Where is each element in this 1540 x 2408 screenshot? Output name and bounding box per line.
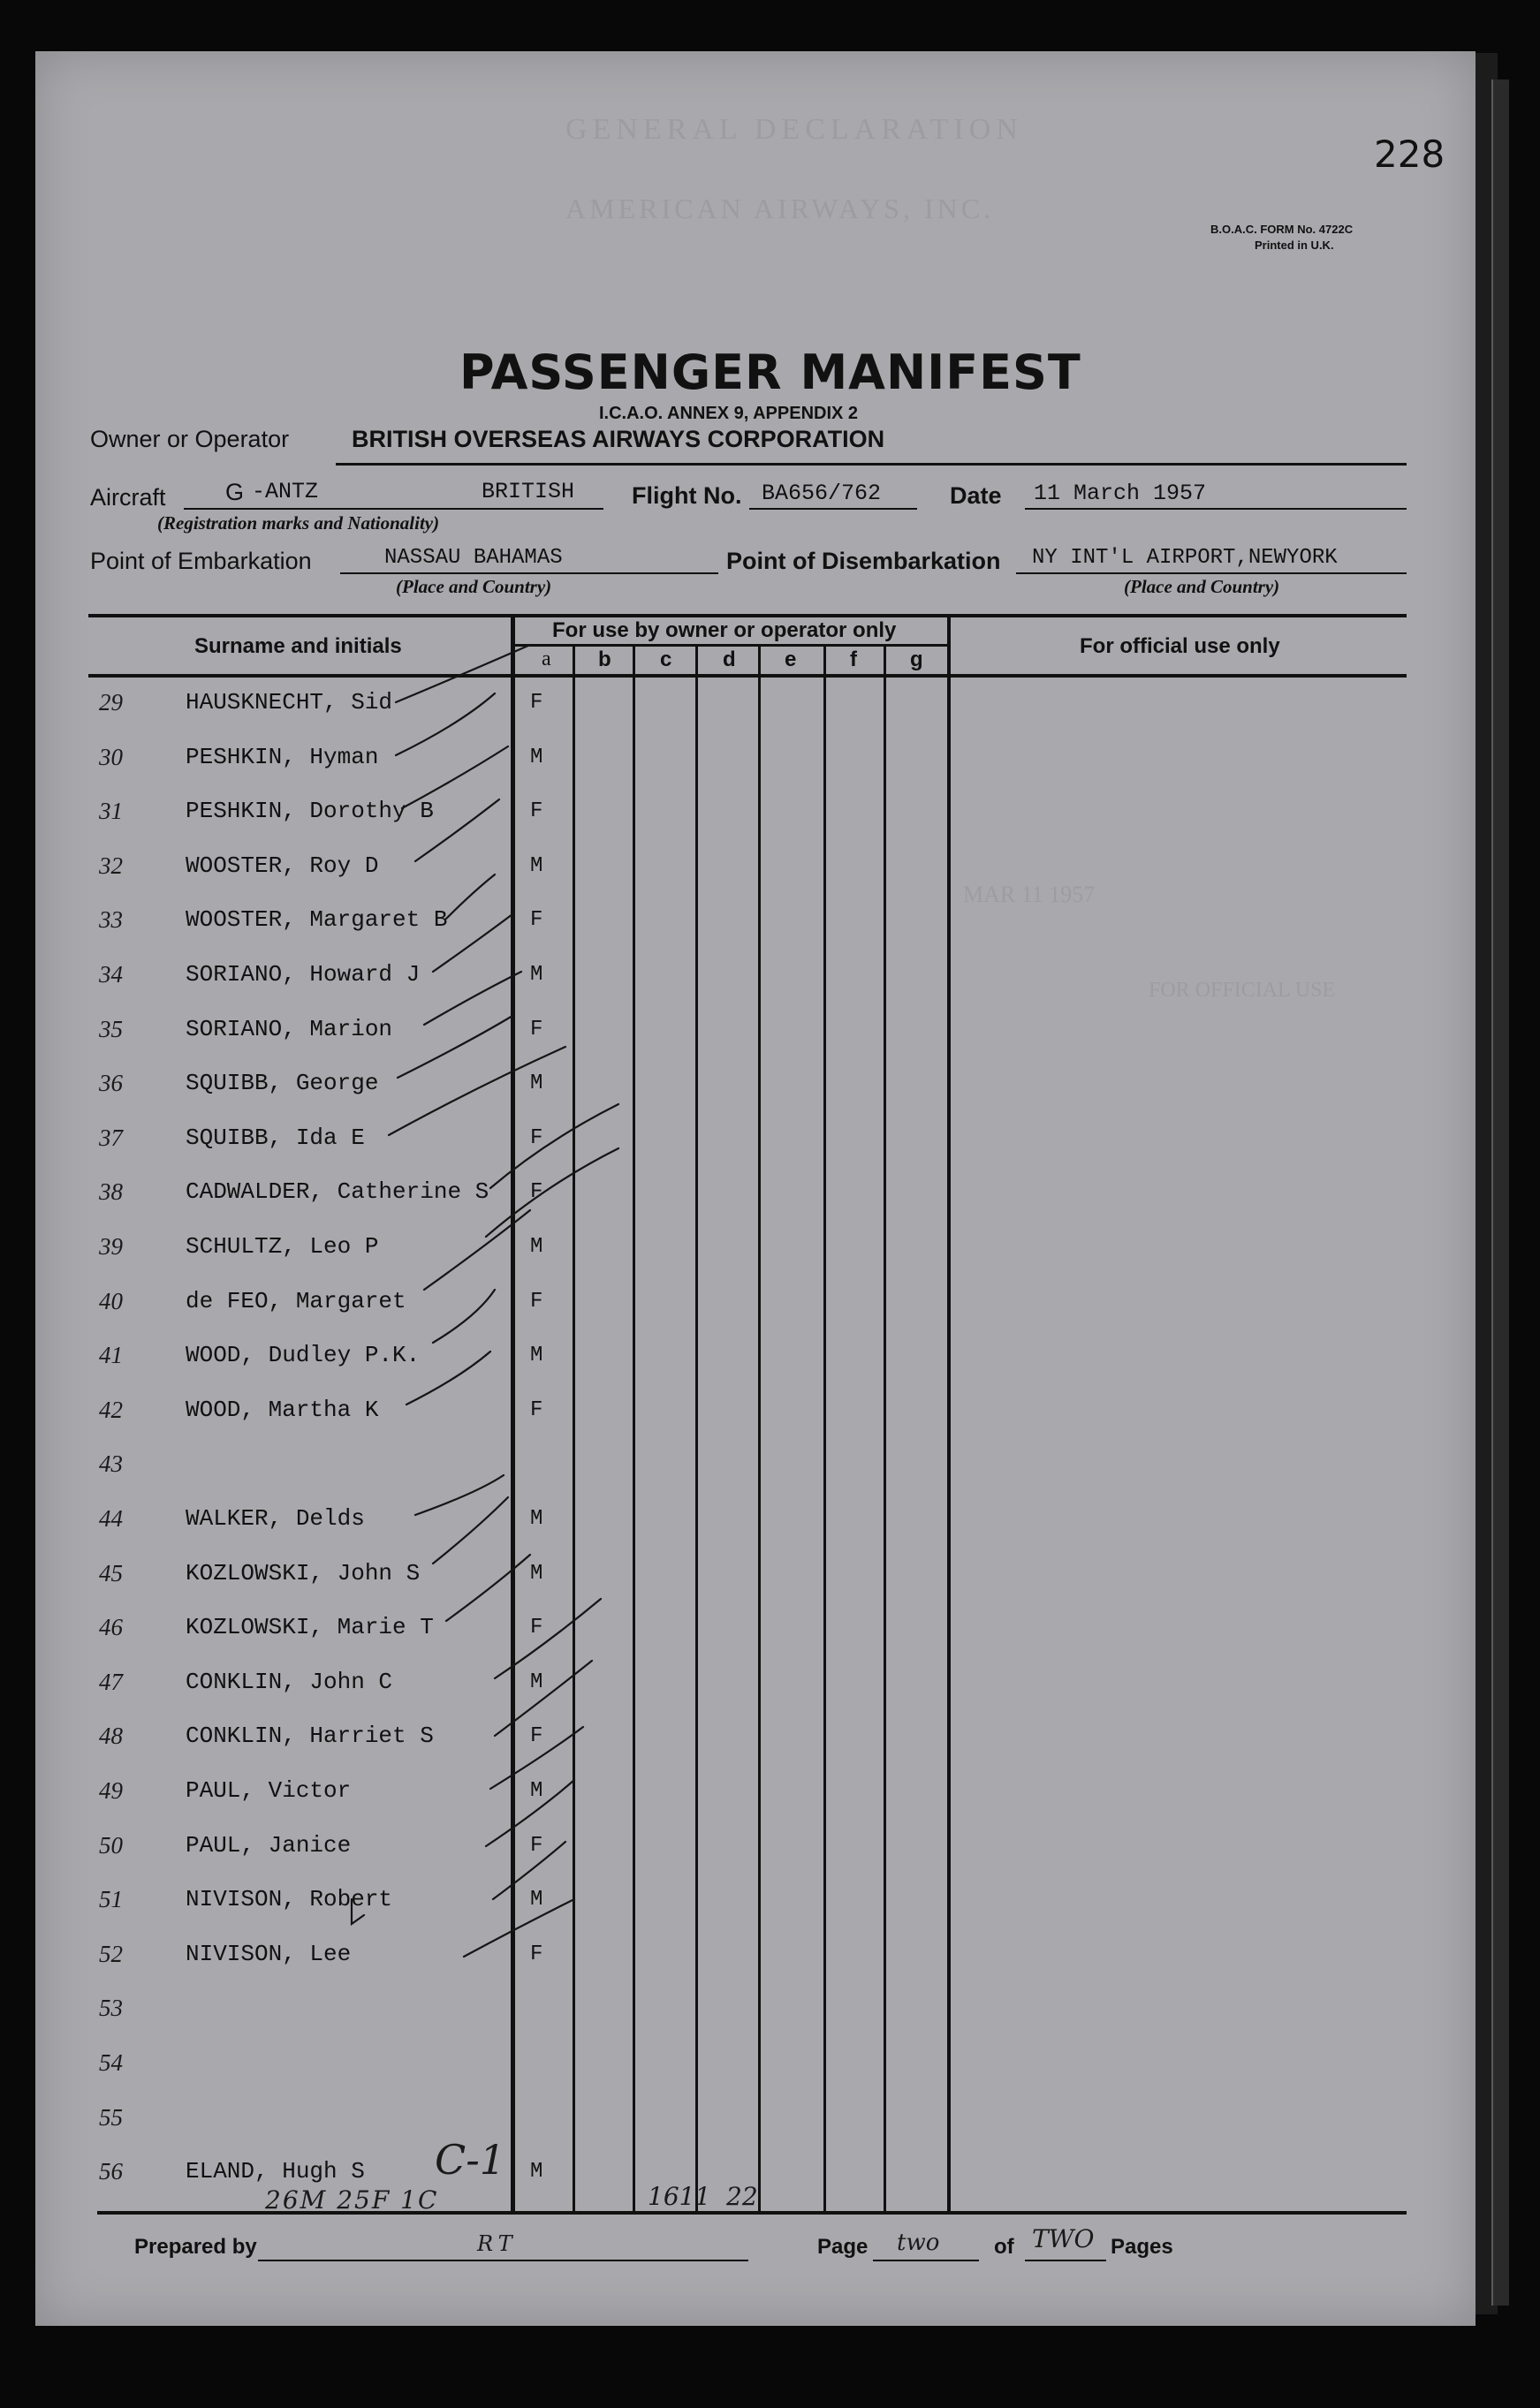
- row-number: 49: [99, 1777, 123, 1804]
- passenger-sex: F: [530, 1616, 543, 1639]
- row-number: 46: [99, 1614, 123, 1640]
- page-number: 228: [1374, 133, 1445, 176]
- of-underline: [1025, 2260, 1106, 2261]
- passenger-sex: F: [530, 1180, 543, 1204]
- row-number: 51: [99, 1886, 123, 1912]
- of-value: TWO: [1032, 2224, 1095, 2253]
- passenger-sex: M: [530, 2160, 543, 2184]
- passenger-name: CADWALDER, Catherine S: [186, 1178, 489, 1205]
- prepared-by-initials: RT: [477, 2231, 518, 2256]
- row-number: 43: [99, 1450, 123, 1477]
- bleed-through-text: GENERAL DECLARATION: [565, 113, 1023, 146]
- passenger-sex: F: [530, 1834, 543, 1858]
- row-number: 55: [99, 2104, 123, 2131]
- row-number: 41: [99, 1342, 123, 1368]
- passenger-name: NIVISON, Robert: [186, 1886, 393, 1912]
- passenger-sex: F: [530, 1018, 543, 1041]
- prepared-by-underline: [258, 2260, 748, 2261]
- row-number: 37: [99, 1124, 123, 1151]
- bleed-through-text: MAR 11 1957: [963, 882, 1096, 907]
- page-title: PASSENGER MANIFEST: [459, 345, 1081, 400]
- row-number: 45: [99, 1560, 123, 1586]
- disembarkation-caption: (Place and Country): [1124, 576, 1280, 597]
- form-number: B.O.A.C. FORM No. 4722C: [1210, 223, 1354, 236]
- passenger-sex: M: [530, 1344, 543, 1367]
- row-number: 31: [99, 798, 123, 824]
- date-value: 11 March 1957: [1034, 481, 1207, 506]
- column-d-header: d: [723, 647, 736, 671]
- passenger-name: SCHULTZ, Leo P: [186, 1233, 379, 1260]
- row-number: 32: [99, 852, 123, 879]
- passenger-sex: F: [530, 1724, 543, 1748]
- printed-in: Printed in U.K.: [1255, 239, 1334, 252]
- aircraft-registration: -ANTZ: [252, 479, 319, 504]
- passenger-sex: F: [530, 691, 543, 715]
- aircraft-label: Aircraft: [90, 484, 166, 511]
- owner-value: BRITISH OVERSEAS AIRWAYS CORPORATION: [352, 426, 885, 452]
- row-number: 53: [99, 1995, 123, 2021]
- surname-header: Surname and initials: [194, 634, 402, 658]
- row-number: 36: [99, 1070, 123, 1096]
- passenger-name: PESHKIN, Dorothy B: [186, 798, 434, 824]
- passenger-sex: M: [530, 746, 543, 769]
- row-number: 30: [99, 744, 123, 770]
- bleed-through-text: FOR OFFICIAL USE: [1149, 979, 1336, 1002]
- passenger-name: de FEO, Margaret: [186, 1288, 406, 1314]
- row-number: 48: [99, 1723, 123, 1749]
- row-number: 56: [99, 2158, 123, 2185]
- row-number: 34: [99, 961, 123, 988]
- passenger-sex: F: [530, 1398, 543, 1422]
- passenger-name: PAUL, Janice: [186, 1832, 352, 1859]
- date-label: Date: [950, 482, 1002, 509]
- passenger-name: WOOSTER, Margaret B: [186, 906, 448, 933]
- passenger-sex: F: [530, 908, 543, 932]
- row-number: 44: [99, 1505, 123, 1532]
- handwritten-c1: C-1: [435, 2136, 506, 2184]
- passenger-name: CONKLIN, Harriet S: [186, 1723, 434, 1749]
- page-label: Page: [817, 2235, 869, 2259]
- passenger-name: KOZLOWSKI, John S: [186, 1560, 421, 1586]
- row-number: 39: [99, 1233, 123, 1260]
- disembarkation-value: NY INT'L AIRPORT,NEWYORK: [1032, 546, 1338, 570]
- passenger-sex: M: [530, 1562, 543, 1586]
- passenger-name: SORIANO, Howard J: [186, 961, 421, 988]
- passenger-sex: M: [530, 1888, 543, 1912]
- embarkation-caption: (Place and Country): [396, 576, 552, 597]
- column-g-header: g: [910, 647, 923, 671]
- aircraft-reg-prefix: G: [225, 479, 245, 505]
- passenger-name: SQUIBB, Ida E: [186, 1124, 365, 1151]
- column-c-header: c: [660, 647, 672, 671]
- embarkation-value: NASSAU BAHAMAS: [384, 546, 563, 570]
- embarkation-label: Point of Embarkation: [90, 548, 312, 574]
- aircraft-caption: (Registration marks and Nationality): [157, 512, 440, 534]
- of-label: of: [994, 2235, 1014, 2259]
- page-value: two: [897, 2230, 940, 2256]
- page-underline: [873, 2260, 979, 2261]
- passenger-sex: F: [530, 799, 543, 823]
- passenger-name: WOOD, Martha K: [186, 1397, 379, 1423]
- passenger-sex: M: [530, 1670, 543, 1694]
- passenger-sex: M: [530, 963, 543, 987]
- column-f-header: f: [850, 647, 857, 671]
- passenger-name: WOOD, Dudley P.K.: [186, 1342, 421, 1368]
- column-b-header: b: [598, 647, 611, 671]
- passenger-sex: F: [530, 1126, 543, 1150]
- passenger-name: KOZLOWSKI, Marie T: [186, 1614, 434, 1640]
- passenger-name: WOOSTER, Roy D: [186, 852, 379, 879]
- handwritten-col-d-total: 22: [726, 2182, 758, 2211]
- flight-number: BA656/762: [762, 481, 882, 506]
- passenger-name: PESHKIN, Hyman: [186, 744, 379, 770]
- column-a-header: a: [542, 647, 551, 670]
- official-use-header: For official use only: [1080, 634, 1280, 658]
- bleed-through-text: AMERICAN AIRWAYS, INC.: [565, 193, 995, 224]
- aircraft-nationality: BRITISH: [482, 479, 575, 504]
- passenger-sex: M: [530, 1235, 543, 1259]
- passenger-name: ELAND, Hugh S: [186, 2158, 365, 2185]
- passenger-sex: M: [530, 1071, 543, 1095]
- passenger-name: CONKLIN, John C: [186, 1669, 393, 1695]
- passenger-name: NIVISON, Lee: [186, 1941, 352, 1967]
- row-number: 38: [99, 1178, 123, 1205]
- passenger-sex: M: [530, 854, 543, 878]
- row-number: 35: [99, 1016, 123, 1042]
- row-number: 52: [99, 1941, 123, 1967]
- passenger-name: SORIANO, Marion: [186, 1016, 393, 1042]
- passenger-sex: M: [530, 1507, 543, 1531]
- owner-use-header: For use by owner or operator only: [552, 618, 897, 642]
- row-number: 29: [99, 689, 123, 716]
- row-number: 40: [99, 1288, 123, 1314]
- passenger-name: HAUSKNECHT, Sid: [186, 689, 393, 716]
- passenger-name: PAUL, Victor: [186, 1777, 352, 1804]
- handwritten-totals: 26M 25F 1C: [265, 2185, 439, 2215]
- row-number: 54: [99, 2049, 123, 2076]
- column-e-header: e: [785, 647, 797, 671]
- flight-label: Flight No.: [632, 482, 742, 509]
- row-number: 33: [99, 906, 123, 933]
- passenger-name: WALKER, Delds: [186, 1505, 365, 1532]
- row-number: 42: [99, 1397, 123, 1423]
- passenger-sex: F: [530, 1290, 543, 1314]
- prepared-by-label: Prepared by: [134, 2235, 257, 2259]
- passenger-sex: F: [530, 1942, 543, 1966]
- page-subtitle: I.C.A.O. ANNEX 9, APPENDIX 2: [599, 404, 859, 423]
- row-number: 47: [99, 1669, 123, 1695]
- disembarkation-label: Point of Disembarkation: [726, 548, 1001, 574]
- row-number: 50: [99, 1832, 123, 1859]
- passenger-name: SQUIBB, George: [186, 1070, 379, 1096]
- owner-label: Owner or Operator: [90, 426, 290, 452]
- pages-label: Pages: [1111, 2235, 1173, 2259]
- passenger-sex: M: [530, 1779, 543, 1803]
- handwritten-col-c-total: 1611: [648, 2182, 711, 2211]
